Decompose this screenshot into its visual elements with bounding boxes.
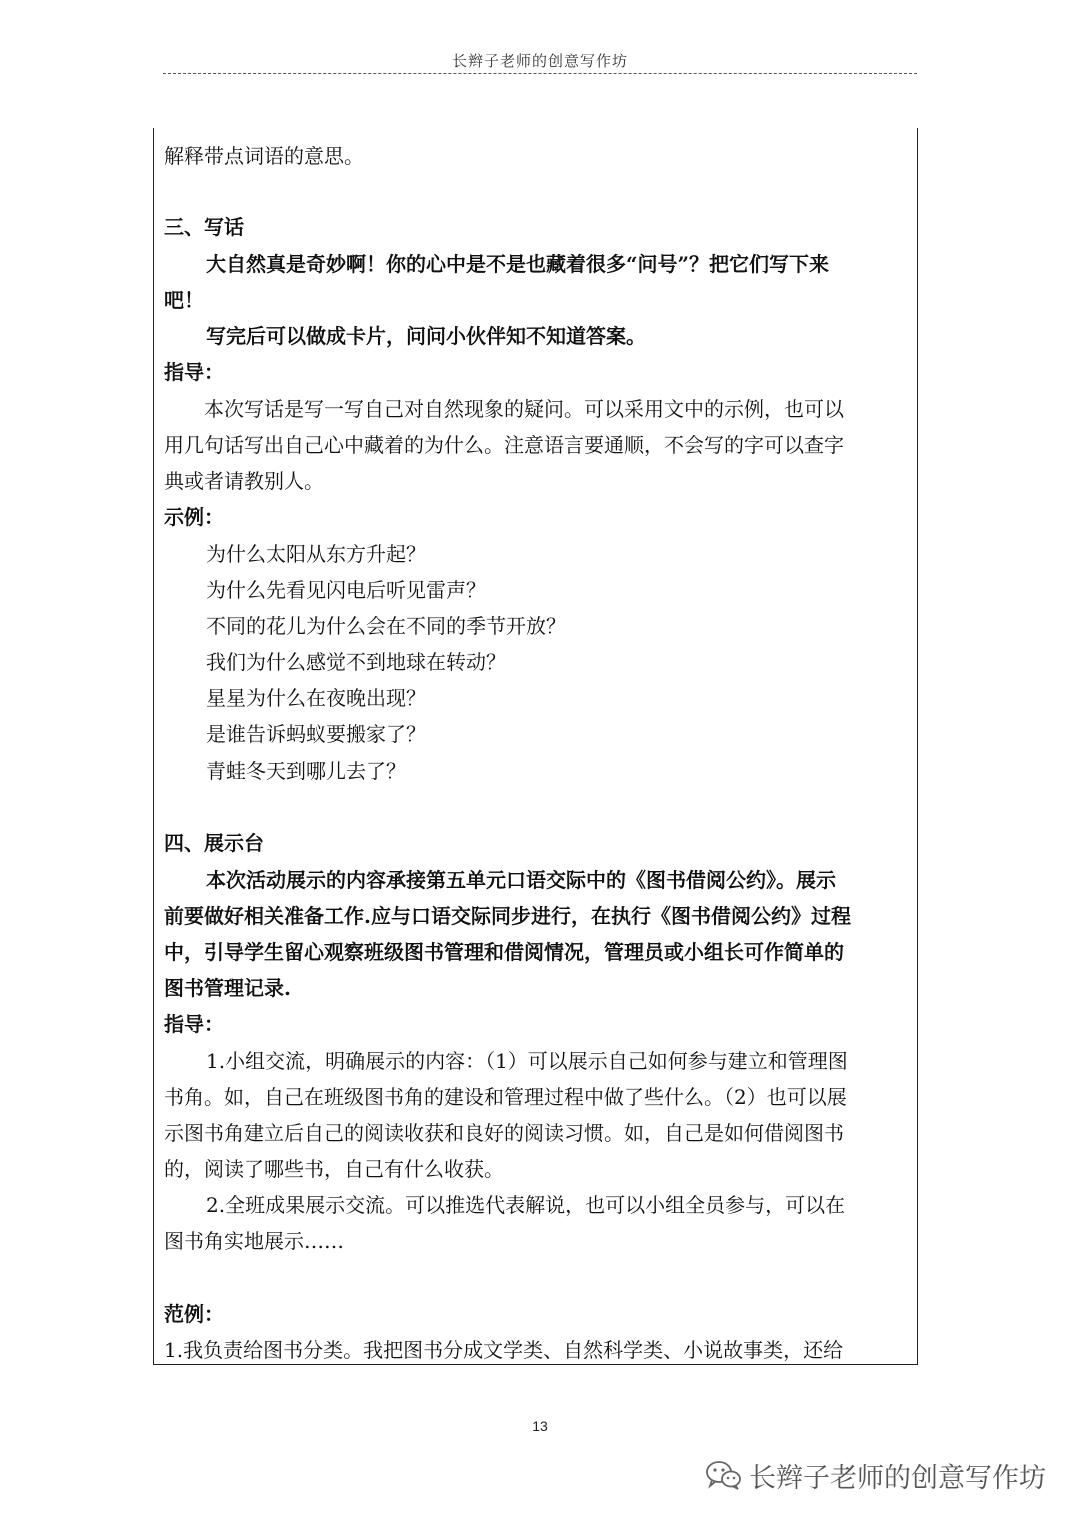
text-line: 用几句话写出自己心中藏着的为什么。注意语言要通顺，不会写的字可以查字 <box>164 433 844 457</box>
text-line: 1.我负责给图书分类。我把图书分成文学类、自然科学类、小说故事类，还给 <box>164 1338 844 1362</box>
watermark <box>705 1458 1046 1492</box>
section-heading-showcase: 四、展示台 <box>164 831 264 855</box>
section-heading-writing: 三、写话 <box>164 215 244 239</box>
example-question: 为什么先看见闪电后听见雷声？ <box>206 578 486 602</box>
text-line: 典或者请教别人。 <box>164 469 324 493</box>
example-question: 我们为什么感觉不到地球在转动？ <box>206 650 506 674</box>
wechat-icon <box>705 1460 743 1490</box>
example-question: 是谁告诉蚂蚁要搬家了？ <box>206 722 426 746</box>
text-line: 示图书角建立后自己的阅读收获和良好的阅读习惯。如，自己是如何借阅图书 <box>164 1121 844 1145</box>
text-line: 本次写话是写一写自己对自然现象的疑问。可以采用文中的示例，也可以 <box>204 397 844 421</box>
text-line: 书角。如，自己在班级图书角的建设和管理过程中做了些什么。（2）也可以展 <box>164 1085 847 1109</box>
text-line: 写完后可以做成卡片，问问小伙伴知不知道答案。 <box>206 324 646 348</box>
example-question: 星星为什么在夜晚出现？ <box>206 686 426 710</box>
text-line: 大自然真是奇妙啊！你的心中是不是也藏着很多“问号”？把它们写下来 <box>206 252 830 276</box>
example-question: 为什么太阳从东方升起？ <box>206 542 426 566</box>
text-line: 图书管理记录. <box>164 976 291 1000</box>
text-line: 解释带点词语的意思。 <box>164 144 364 168</box>
text-line: 前要做好相关准备工作.应与口语交际同步进行，在执行《图书借阅公约》过程 <box>164 904 851 928</box>
guidance-label: 指导： <box>164 360 224 384</box>
text-line: 的，阅读了哪些书，自己有什么收获。 <box>164 1157 504 1181</box>
example-question: 青蛙冬天到哪儿去了？ <box>206 759 406 783</box>
header-divider <box>163 73 917 74</box>
text-line: 2.全班成果展示交流。可以推选代表解说，也可以小组全员参与，可以在 <box>206 1193 846 1217</box>
text-line: 图书角实地展示…… <box>164 1229 344 1253</box>
page-header-title: 长辫子老师的创意写作坊 <box>451 52 628 70</box>
guidance-label: 指导： <box>164 1012 224 1036</box>
text-line: 中，引导学生留心观察班级图书管理和借阅情况，管理员或小组长可作简单的 <box>164 940 844 964</box>
text-line: 1.小组交流，明确展示的内容：（1）可以展示自己如何参与建立和管理图 <box>206 1049 848 1073</box>
example-label: 示例： <box>164 505 224 529</box>
example-question: 不同的花儿为什么会在不同的季节开放？ <box>206 614 566 638</box>
model-label: 范例： <box>164 1302 224 1326</box>
watermark-text: 长辫子老师的创意写作坊 <box>749 1462 1046 1494</box>
text-line: 本次活动展示的内容承接第五单元口语交际中的《图书借阅公约》。展示 <box>206 868 836 892</box>
text-line: 吧！ <box>164 288 204 312</box>
page-number: 13 <box>532 1418 548 1434</box>
